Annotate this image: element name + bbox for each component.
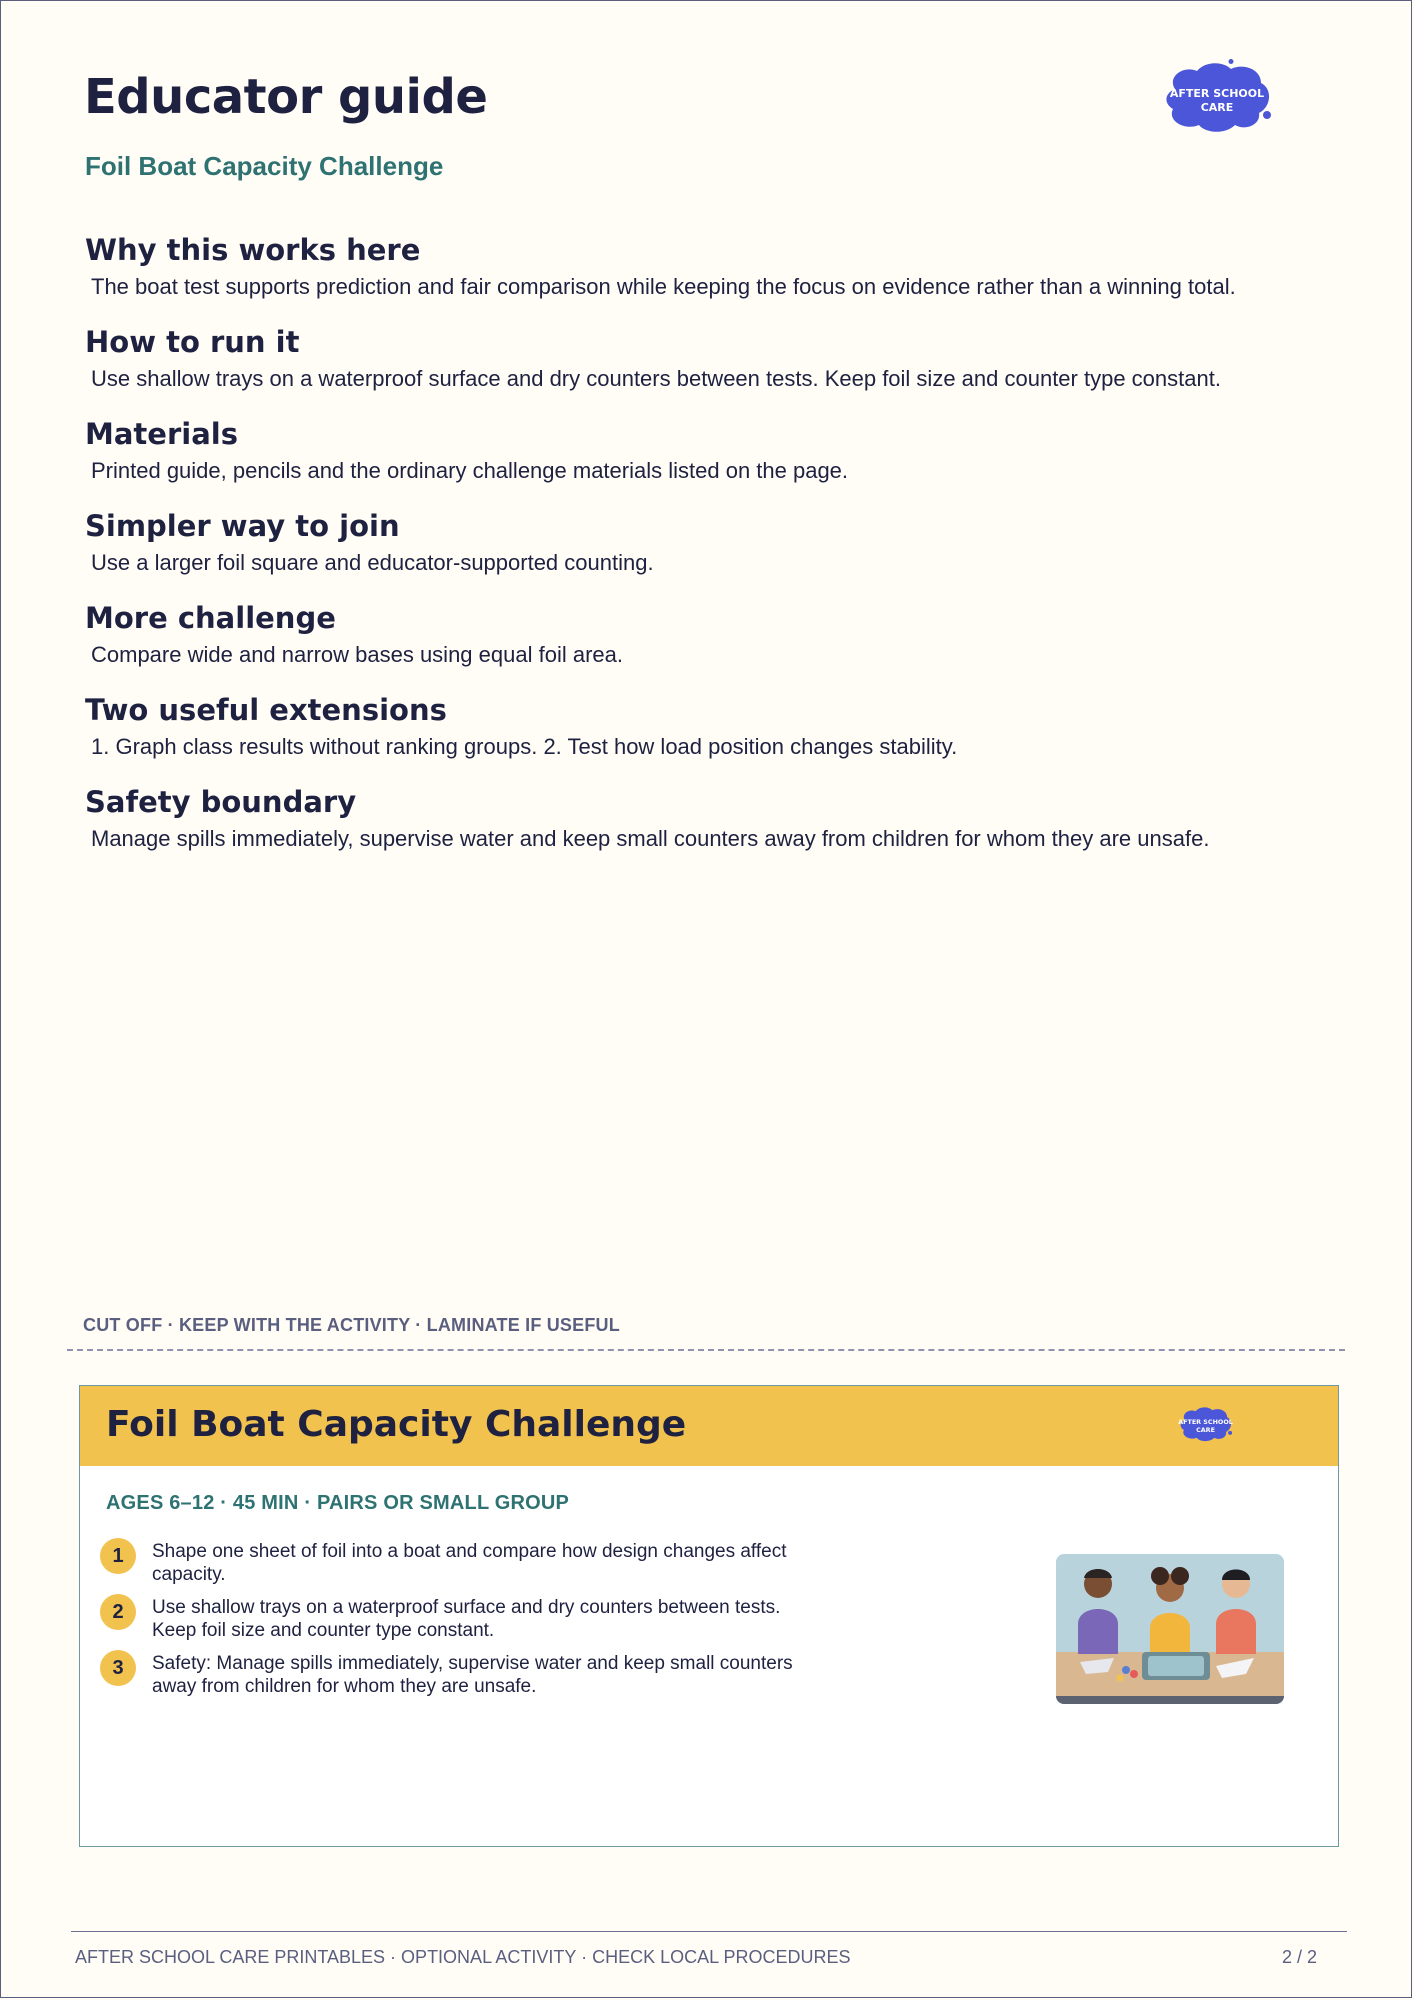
section-body: 1. Graph class results without ranking groups. 2. Test how load position changes stability. <box>91 734 958 759</box>
guide-sections <box>85 231 1335 875</box>
section-simpler-way <box>85 507 1335 599</box>
section-heading: How to run it <box>85 325 300 359</box>
step-number-badge: 1 <box>100 1538 136 1574</box>
section-body: Use a larger foil square and educator-supported counting. <box>91 550 654 575</box>
section-body: Manage spills immediately, supervise water and keep small counters away from children for whom they are unsafe. <box>91 826 1210 851</box>
section-body: The boat test supports prediction and fair comparison while keeping the focus on evidence rather than a winning total. <box>91 274 1236 299</box>
section-extensions <box>85 691 1335 783</box>
page-number: 2 / 2 <box>1281 1947 1317 1967</box>
svg-text:CARE: CARE <box>1200 101 1234 114</box>
step-text: Safety: Manage spills immediately, supervise water and keep small counters away from children for whom they are unsafe. <box>152 1653 793 1697</box>
section-more-challenge <box>85 599 1335 691</box>
footer-text: AFTER SCHOOL CARE PRINTABLES · OPTIONAL ACTIVITY · CHECK LOCAL PROCEDURES <box>75 1947 851 1967</box>
step-number-badge: 2 <box>100 1594 136 1630</box>
section-how-to-run <box>85 323 1335 415</box>
step-list <box>100 1540 820 1708</box>
page-subtitle: Foil Boat Capacity Challenge <box>85 151 444 181</box>
section-body: Compare wide and narrow bases using equal foil area. <box>91 642 623 667</box>
section-heading: Two useful extensions <box>85 693 447 727</box>
step-item <box>100 1652 820 1698</box>
footer-rule <box>71 1931 1347 1932</box>
step-text: Shape one sheet of foil into a boat and compare how design changes affect capacity. <box>152 1541 787 1585</box>
card-header <box>80 1386 1338 1466</box>
section-body: Printed guide, pencils and the ordinary challenge materials listed on the page. <box>91 458 849 483</box>
svg-text:AFTER SCHOOL: AFTER SCHOOL <box>1178 1418 1233 1426</box>
card-title: Foil Boat Capacity Challenge <box>106 1404 687 1445</box>
section-safety <box>85 783 1335 875</box>
svg-text:CARE: CARE <box>1196 1425 1215 1434</box>
section-body: Use shallow trays on a waterproof surface and dry counters between tests. Keep foil size and counter type constant. <box>91 366 1221 391</box>
step-item <box>100 1596 820 1642</box>
svg-text:AFTER SCHOOL: AFTER SCHOOL <box>1169 87 1265 100</box>
section-heading: More challenge <box>85 601 336 635</box>
after-school-care-logo <box>1161 59 1275 135</box>
section-heading: Why this works here <box>85 233 421 267</box>
cut-off-label: CUT OFF · KEEP WITH THE ACTIVITY · LAMINATE IF USEFUL <box>83 1315 620 1335</box>
children-building-boats-illustration <box>1056 1554 1284 1704</box>
card-meta: AGES 6–12 · 45 MIN · PAIRS OR SMALL GROUP <box>106 1492 570 1514</box>
activity-card <box>79 1385 1339 1847</box>
section-heading: Safety boundary <box>85 785 357 819</box>
after-school-care-logo-small <box>1178 1404 1234 1444</box>
step-item <box>100 1540 820 1586</box>
cut-line-divider <box>67 1349 1345 1351</box>
step-text: Use shallow trays on a waterproof surface and dry counters between tests. Keep foil size and counter type constant. <box>152 1597 781 1641</box>
section-heading: Materials <box>85 417 238 451</box>
section-materials <box>85 415 1335 507</box>
step-number-badge: 3 <box>100 1650 136 1686</box>
section-heading: Simpler way to join <box>85 509 400 543</box>
section-why <box>85 231 1335 323</box>
page-title: Educator guide <box>84 69 488 125</box>
